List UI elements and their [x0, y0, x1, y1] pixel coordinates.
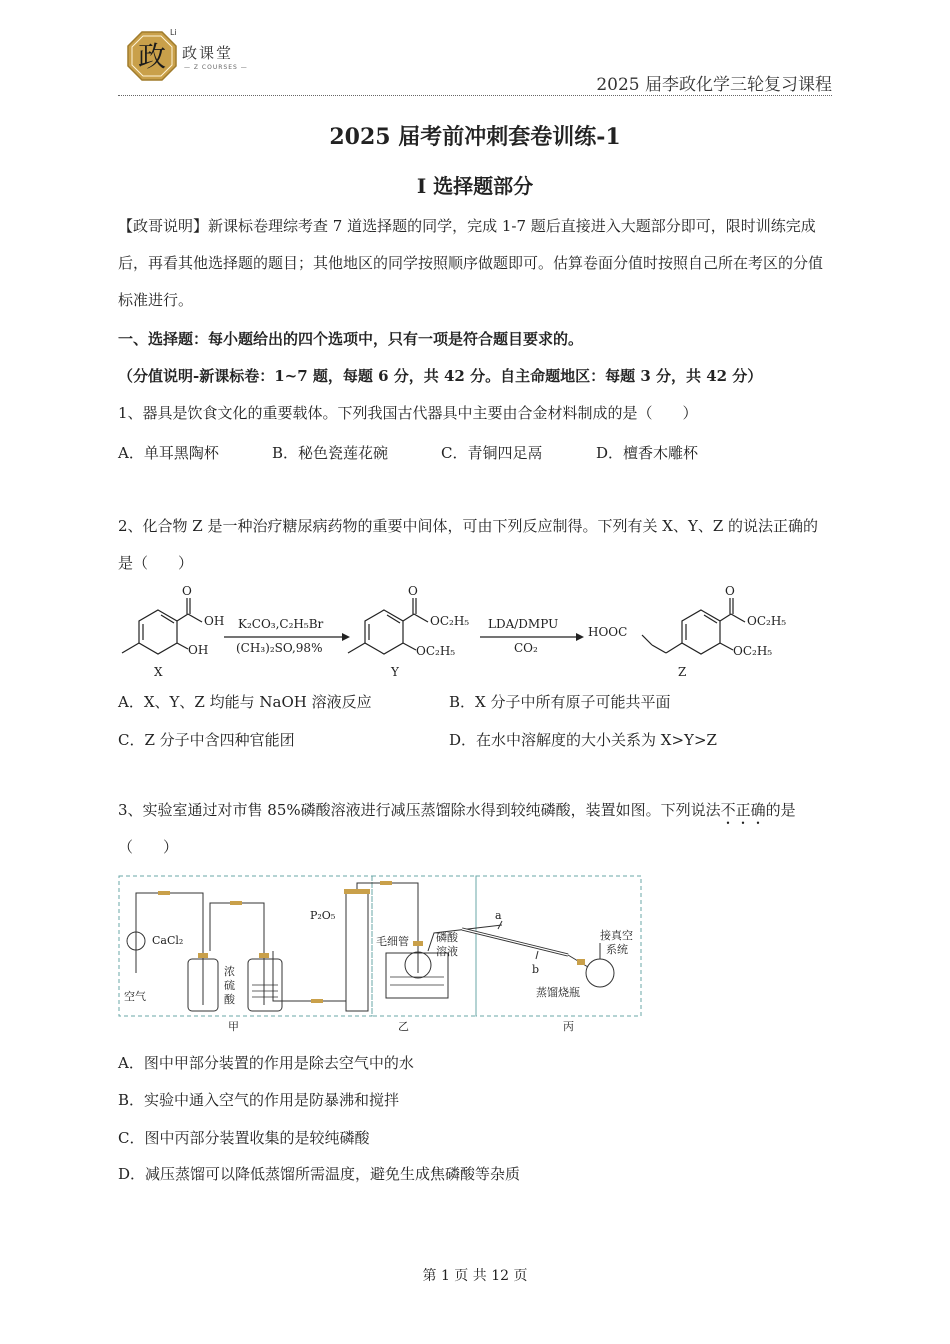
- label-air: 空气: [124, 990, 146, 1003]
- instruction-note: 【政哥说明】新课标卷理综考查 7 道选择题的同学，完成 1-7 题后直接进入大题部分即可，限时训练完成后，再看其他选择题的题目；其他地区的同学按照顺序做题即可。估算卷面分值时按照自己所在考区的分值标准进行。: [118, 217, 824, 309]
- label-a: a: [495, 909, 502, 922]
- x-oh-acid: OH: [204, 614, 225, 628]
- page-title: 2025 届考前冲刺套卷训练-1: [329, 124, 621, 150]
- x-carbonyl-o: O: [182, 584, 192, 598]
- label-jia: 甲: [228, 1020, 239, 1033]
- question-3-stem: [118, 792, 832, 866]
- label-z: Z: [678, 665, 687, 679]
- logo-badge-icon: [126, 30, 178, 82]
- question-2-stem: 2、化合物 Z 是一种治疗糖尿病药物的重要中间体，可由下列反应制得。下列有关 X、Y、Z 的说法正确的是（ ）: [118, 517, 819, 572]
- label-vacuum-1: 接真空: [600, 929, 633, 942]
- logo-subtitle: — Z COURSES —: [184, 64, 248, 71]
- svg-text:政: 政: [137, 40, 167, 73]
- apparatus-diagram: [118, 873, 643, 1037]
- header-divider: [118, 95, 832, 96]
- reagent-2-bottom: CO₂: [514, 641, 538, 655]
- q1-option-b[interactable]: B．秘色瓷莲花碗: [272, 444, 389, 462]
- ring-x: [139, 610, 177, 654]
- label-bing: 丙: [563, 1020, 574, 1033]
- label-vacuum-2: 系统: [606, 943, 628, 956]
- label-y: Y: [391, 665, 399, 679]
- q3-stem-after: 的是（ ）: [118, 801, 796, 856]
- water-bath: [386, 953, 448, 998]
- distillation-flask: [586, 959, 614, 987]
- q3-option-a[interactable]: A．图中甲部分装置的作用是除去空气中的水: [118, 1054, 414, 1072]
- ring-z: [682, 610, 720, 654]
- course-title: 2025 届李政化学三轮复习课程: [596, 75, 832, 95]
- reagent-1-bottom: (CH₃)₂SO,98%: [236, 641, 323, 655]
- q1-option-d[interactable]: D．檀香木雕杯: [596, 444, 699, 462]
- section-heading: 一、选择题：每小题给出的四个选项中，只有一项是符合题目要求的。: [118, 330, 584, 348]
- y-ester-group: OC₂H₅: [430, 614, 470, 628]
- z-ether-group: OC₂H₅: [733, 644, 773, 658]
- label-acid-1: 浓: [224, 965, 235, 978]
- logo-name: 政课堂: [182, 44, 234, 62]
- z-carbonyl-o: O: [725, 584, 735, 598]
- label-yi: 乙: [398, 1020, 409, 1033]
- y-carbonyl-o: O: [408, 584, 418, 598]
- logo-superscript: Li: [170, 28, 177, 37]
- q3-option-b[interactable]: B．实验中通入空气的作用是防暴沸和搅拌: [118, 1091, 400, 1109]
- q2-option-b[interactable]: B．X 分子中所有原子可能共平面: [449, 693, 671, 711]
- label-phosphoric-1: 磷酸: [436, 931, 458, 944]
- ring-y: [365, 610, 403, 654]
- q1-option-c[interactable]: C．青铜四足鬲: [441, 444, 543, 462]
- section-subtitle: I 选择题部分: [416, 174, 534, 198]
- q2-option-a[interactable]: A．X、Y、Z 均能与 NaOH 溶液反应: [118, 693, 372, 711]
- question-1-stem: 1、器具是饮食文化的重要载体。下列我国古代器具中主要由合金材料制成的是（ ）: [118, 404, 698, 422]
- label-b: b: [532, 963, 540, 976]
- label-p2o5: P₂O₅: [310, 909, 336, 922]
- y-ether-group: OC₂H₅: [416, 644, 456, 658]
- q3-stem-before: 3、实验室通过对市售 85%磷酸溶液进行减压蒸馏除水得到较纯磷酸，装置如图。下列说法: [118, 801, 721, 819]
- p2o5-column: [346, 893, 368, 1011]
- z-acid-group: HOOC: [588, 625, 628, 639]
- q3-stem-emphasis: 不正确: [720, 801, 766, 819]
- x-oh-phenol: OH: [188, 643, 209, 657]
- q2-option-c[interactable]: C．Z 分子中含四种官能团: [118, 731, 295, 749]
- q2-option-d[interactable]: D．在水中溶解度的大小关系为 X>Y>Z: [449, 731, 717, 749]
- reagent-2-top: LDA/DMPU: [488, 617, 559, 631]
- label-capillary: 毛细管: [376, 935, 409, 948]
- reagent-1-top: K₂CO₃,C₂H₅Br: [238, 617, 324, 631]
- page-number: 第 1 页 共 12 页: [422, 1268, 528, 1284]
- label-x: X: [154, 665, 163, 679]
- reaction-scheme: [118, 584, 798, 684]
- q3-option-c[interactable]: C．图中丙部分装置收集的是较纯磷酸: [118, 1129, 370, 1147]
- label-cacl2: CaCl₂: [152, 934, 184, 947]
- z-ester-group: OC₂H₅: [747, 614, 787, 628]
- q1-option-a[interactable]: A．单耳黑陶杯: [118, 444, 219, 462]
- label-acid-3: 酸: [224, 993, 235, 1006]
- label-flask: 蒸馏烧瓶: [536, 986, 580, 999]
- label-acid-2: 硫: [224, 979, 235, 992]
- q3-option-d[interactable]: D．减压蒸馏可以降低蒸馏所需温度，避免生成焦磷酸等杂质: [118, 1165, 521, 1183]
- logo: [126, 28, 266, 88]
- label-phosphoric-2: 溶液: [436, 945, 458, 958]
- scoring-note: （分值说明-新课标卷：1~7 题，每题 6 分，共 42 分。自主命题地区：每题 3 分，共 42 分）: [118, 367, 763, 385]
